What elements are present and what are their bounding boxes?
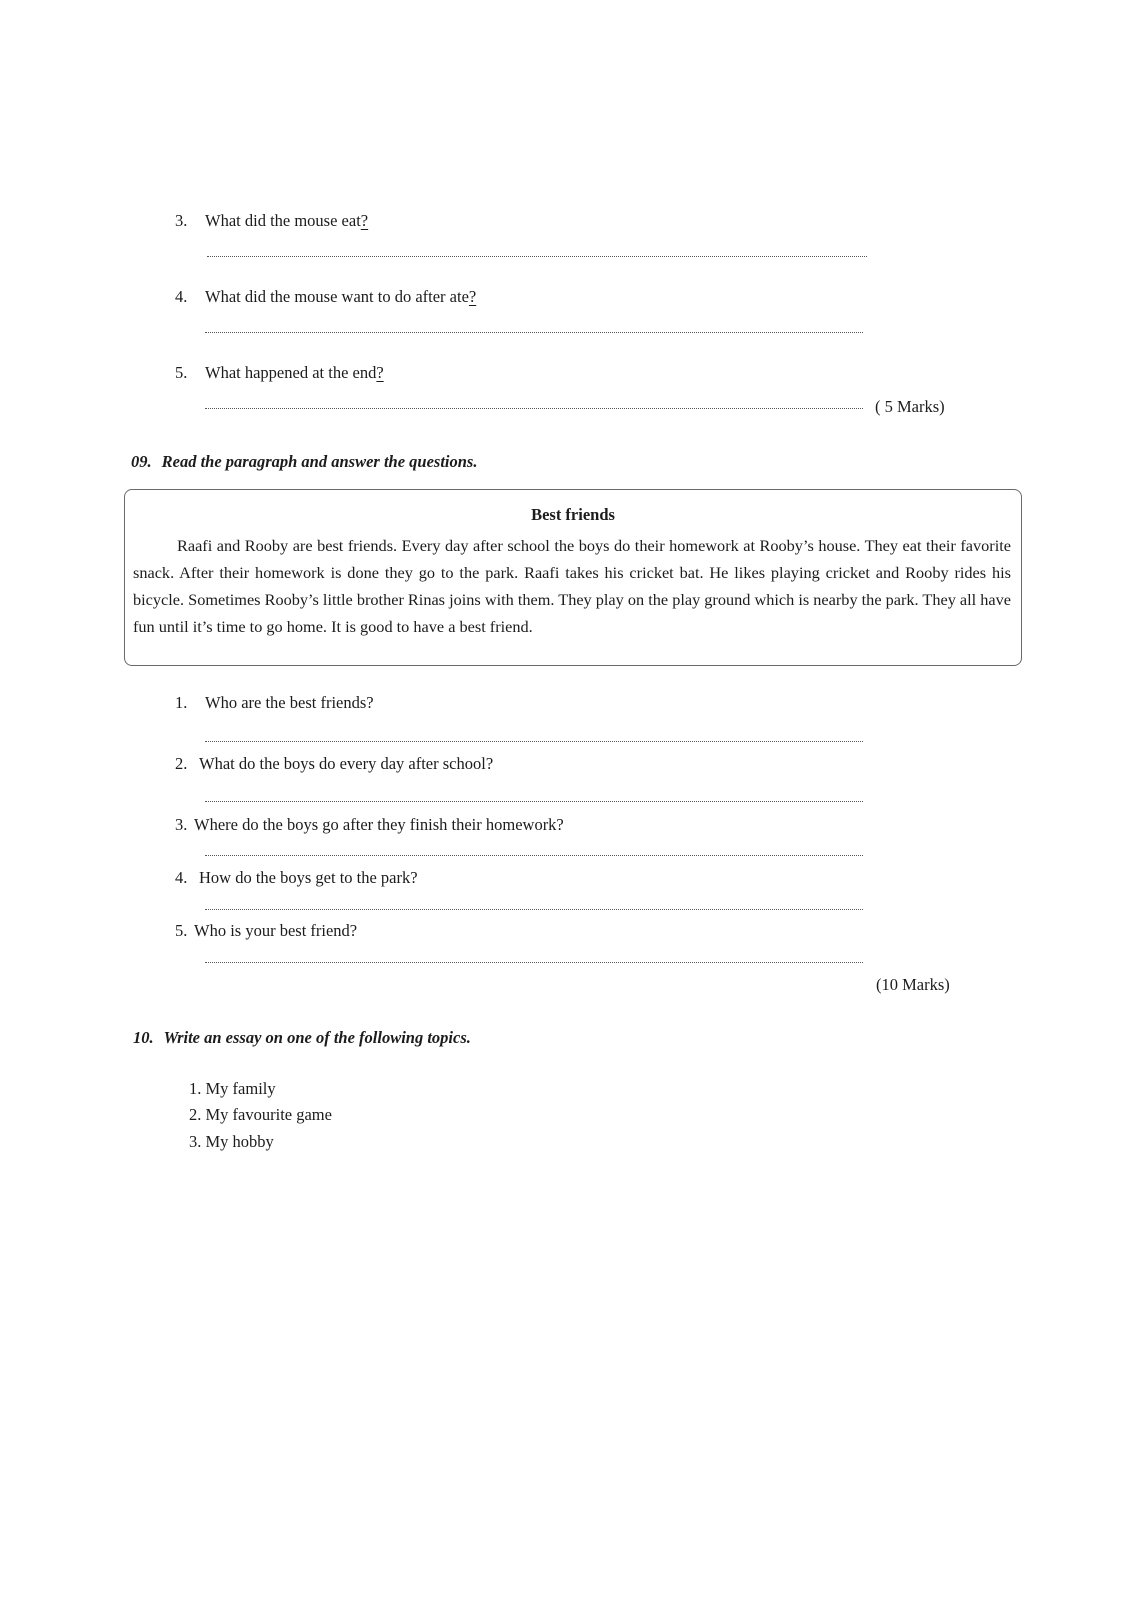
question-text: What did the mouse eat <box>205 211 361 230</box>
question-mark: ? <box>468 287 477 306</box>
question-8-4 <box>175 287 476 307</box>
section-instruction: Read the paragraph and answer the questions. <box>161 452 478 471</box>
question-number: 1. <box>175 693 188 712</box>
question-number: 4. <box>175 287 188 306</box>
essay-topic: 3. My hobby <box>189 1132 274 1151</box>
question-text: Who are the best friends? <box>205 693 374 712</box>
question-8-3 <box>175 211 368 231</box>
question-number: 4. <box>175 868 188 887</box>
question-mark: ? <box>376 363 384 382</box>
section10-heading <box>133 1028 471 1048</box>
question-text: What did the mouse want to do after ate <box>205 287 469 306</box>
question-9-3 <box>175 815 564 835</box>
question-number: 5. <box>175 363 188 382</box>
answer-line[interactable] <box>207 256 867 257</box>
question-9-4 <box>175 868 418 888</box>
question-number: 3. <box>175 211 188 230</box>
question-9-2 <box>175 754 493 774</box>
section-number: 09. <box>131 452 152 471</box>
question-mark: ? <box>360 211 369 230</box>
answer-line[interactable] <box>205 408 863 409</box>
section9-marks: (10 Marks) <box>876 975 950 994</box>
question-text: What do the boys do every day after school? <box>199 754 494 773</box>
answer-line[interactable] <box>205 741 863 742</box>
answer-line[interactable] <box>205 962 863 963</box>
section-instruction: Write an essay on one of the following topics. <box>163 1028 471 1047</box>
section9-heading <box>131 452 477 472</box>
question-number: 2. <box>175 754 188 773</box>
essay-topic: 2. My favourite game <box>189 1105 332 1124</box>
question-text: How do the boys get to the park? <box>199 868 418 887</box>
section8-marks: ( 5 Marks) <box>875 397 945 416</box>
passage-title: Best friends <box>531 505 615 524</box>
answer-line[interactable] <box>205 855 863 856</box>
question-9-5 <box>175 921 357 941</box>
question-text: Who is your best friend? <box>194 921 358 940</box>
answer-line[interactable] <box>205 801 863 802</box>
question-text: Where do the boys go after they finish their homework? <box>194 815 564 834</box>
passage-text: Raafi and Rooby are best friends. Every day after school the boys do their homework at Rooby’s house. They eat their favorite snack. After their homework is done they go to the park. Raafi takes his cricket bat. He likes playing cricket and Rooby rides his bicycle. Sometimes Rooby’s little brother Rinas joins with them. They play on the play ground which is nearby the park. They all have fun until it’s time to go home. It is good to have a best friend. <box>133 536 1011 636</box>
question-text: What happened at the end <box>205 363 377 382</box>
section-number: 10. <box>133 1028 154 1047</box>
answer-line[interactable] <box>205 332 863 333</box>
question-9-1 <box>175 693 374 713</box>
passage-box <box>124 489 1022 666</box>
question-number: 5. <box>175 921 188 940</box>
answer-line[interactable] <box>205 909 863 910</box>
essay-topic: 1. My family <box>189 1079 276 1098</box>
question-number: 3. <box>175 815 188 834</box>
question-8-5 <box>175 363 384 383</box>
